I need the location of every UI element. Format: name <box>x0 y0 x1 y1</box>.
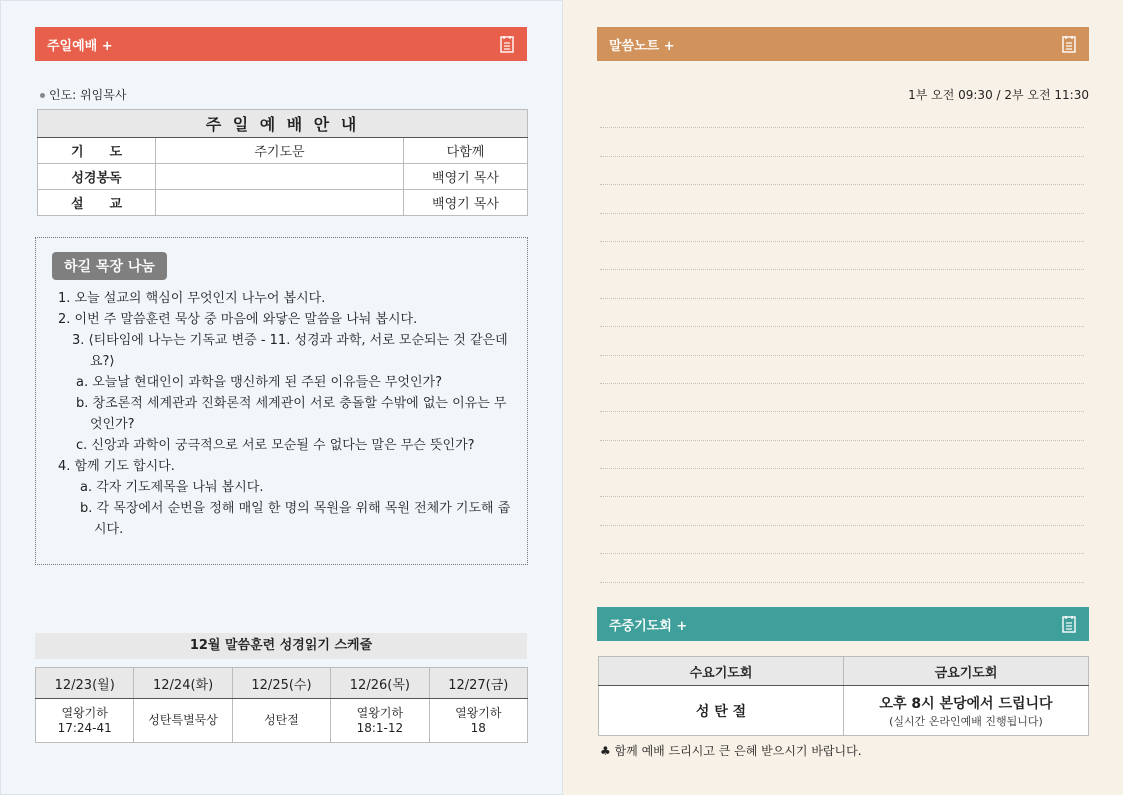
sharing-box <box>35 237 528 565</box>
note-line[interactable] <box>600 128 1084 156</box>
row-person: 백영기 목사 <box>404 164 528 190</box>
note-line[interactable] <box>600 242 1084 270</box>
table-row <box>38 190 528 216</box>
reading-ref: 18 <box>470 720 486 735</box>
friday-prayer-cell <box>844 686 1089 736</box>
service-times: 1부 오전 09:30 / 2부 오전 11:30 <box>908 88 1089 102</box>
prayer-header-row <box>599 657 1089 686</box>
sermon-notes-label: 말씀노트 + <box>609 38 675 54</box>
list-item: a. 각자 기도제목을 나눠 봅시다. <box>80 480 264 495</box>
note-line[interactable] <box>600 384 1084 412</box>
schedule-day: 12/24(화) <box>134 668 232 699</box>
list-item: b. 창조론적 세계관과 진화론적 세계관이 서로 충돌할 수밖에 없는 이유는 무엇인가? <box>76 396 507 432</box>
note-line[interactable] <box>600 185 1084 213</box>
service-table-title: 주 일 예 배 안 내 <box>38 110 528 138</box>
sermon-notes-header[interactable] <box>597 27 1089 61</box>
row-content: 주기도문 <box>156 138 404 164</box>
schedule-day: 12/23(월) <box>36 668 134 699</box>
schedule-day: 12/26(목) <box>331 668 429 699</box>
notepad-icon[interactable] <box>1061 615 1077 633</box>
note-line[interactable] <box>600 356 1084 384</box>
list-item: 3. ⟨티타임에 나누는 기독교 변증 - 11. 성경과 과학, 서로 모순되는 것 같은데요?⟩ <box>72 333 508 369</box>
table-row <box>38 138 528 164</box>
list-item: 4. 함께 기도 합시다. <box>58 459 175 474</box>
note-line[interactable] <box>600 157 1084 185</box>
schedule-reading <box>134 699 232 743</box>
schedule-reading <box>331 699 429 743</box>
footnote: ♣ 함께 예배 드리시고 큰 은혜 받으시기 바랍니다. <box>600 744 862 758</box>
service-table <box>37 109 528 216</box>
bullet-dot-icon <box>40 93 45 98</box>
note-line[interactable] <box>600 441 1084 469</box>
schedule-day: 12/25(수) <box>232 668 330 699</box>
row-label: 설 교 <box>38 190 156 216</box>
row-content <box>156 164 404 190</box>
reading-ref: 18:1-12 <box>356 720 404 735</box>
wednesday-prayer-header: 수요기도회 <box>599 657 844 686</box>
note-line[interactable] <box>600 497 1084 525</box>
schedule-body-row <box>36 699 528 743</box>
schedule-reading <box>36 699 134 743</box>
note-line[interactable] <box>600 554 1084 582</box>
midweek-prayer-header[interactable] <box>597 607 1089 641</box>
reading-book: 열왕기하 <box>356 705 404 720</box>
prayer-table <box>598 656 1089 736</box>
list-item: a. 오늘날 현대인이 과학을 맹신하게 된 주된 이유들은 무엇인가? <box>76 375 443 390</box>
wednesday-prayer-value: 성 탄 절 <box>599 686 844 736</box>
list-item: b. 각 목장에서 순번을 정해 매일 한 명의 목원을 위해 목원 전체가 기도해 줍시다. <box>80 501 511 537</box>
row-label: 기 도 <box>38 138 156 164</box>
friday-prayer-header: 금요기도회 <box>844 657 1089 686</box>
table-row <box>38 164 528 190</box>
note-line[interactable] <box>600 299 1084 327</box>
reading-book: 성탄특별묵상 <box>148 713 218 727</box>
friday-prayer-value: 오후 8시 본당에서 드립니다 <box>879 695 1053 712</box>
row-person: 다함께 <box>404 138 528 164</box>
list-item: 2. 이번 주 말씀훈련 묵상 중 마음에 와닿은 말씀을 나눠 봅시다. <box>58 312 418 327</box>
row-label: 성경봉독 <box>38 164 156 190</box>
list-item: 1. 오늘 설교의 핵심이 무엇인지 나누어 봅시다. <box>58 291 326 306</box>
note-line[interactable] <box>600 327 1084 355</box>
list-item: c. 신앙과 과학이 궁극적으로 서로 모순될 수 없다는 말은 무슨 뜻인가? <box>76 438 475 453</box>
sharing-questions <box>58 288 518 540</box>
note-line[interactable] <box>600 214 1084 242</box>
friday-prayer-note: (실시간 온라인예배 진행됩니다) <box>889 714 1043 728</box>
service-leader <box>40 86 126 103</box>
sunday-service-label: 주일예배 + <box>47 38 113 54</box>
midweek-prayer-label: 주중기도회 + <box>609 618 688 634</box>
note-line[interactable] <box>600 270 1084 298</box>
reading-book: 열왕기하 <box>61 705 108 720</box>
notepad-icon[interactable] <box>499 35 515 53</box>
reading-book: 성탄절 <box>264 713 299 727</box>
prayer-body-row <box>599 686 1089 736</box>
note-line[interactable] <box>600 412 1084 440</box>
schedule-title: 12월 말씀훈련 성경읽기 스케줄 <box>35 633 527 659</box>
sunday-service-header[interactable] <box>35 27 527 61</box>
leader-text: 인도: 위임목사 <box>49 88 127 102</box>
schedule-header-row <box>36 668 528 699</box>
note-line[interactable] <box>600 526 1084 554</box>
schedule-table <box>35 667 528 743</box>
note-line[interactable] <box>600 100 1084 128</box>
schedule-reading <box>429 699 527 743</box>
reading-book: 열왕기하 <box>455 705 502 720</box>
sharing-tag: 하길 목장 나눔 <box>52 252 167 280</box>
note-lines[interactable] <box>600 100 1084 583</box>
schedule-day: 12/27(금) <box>429 668 527 699</box>
schedule-reading <box>232 699 330 743</box>
row-content <box>156 190 404 216</box>
notepad-icon[interactable] <box>1061 35 1077 53</box>
note-line[interactable] <box>600 469 1084 497</box>
row-person: 백영기 목사 <box>404 190 528 216</box>
reading-ref: 17:24-41 <box>57 720 112 735</box>
